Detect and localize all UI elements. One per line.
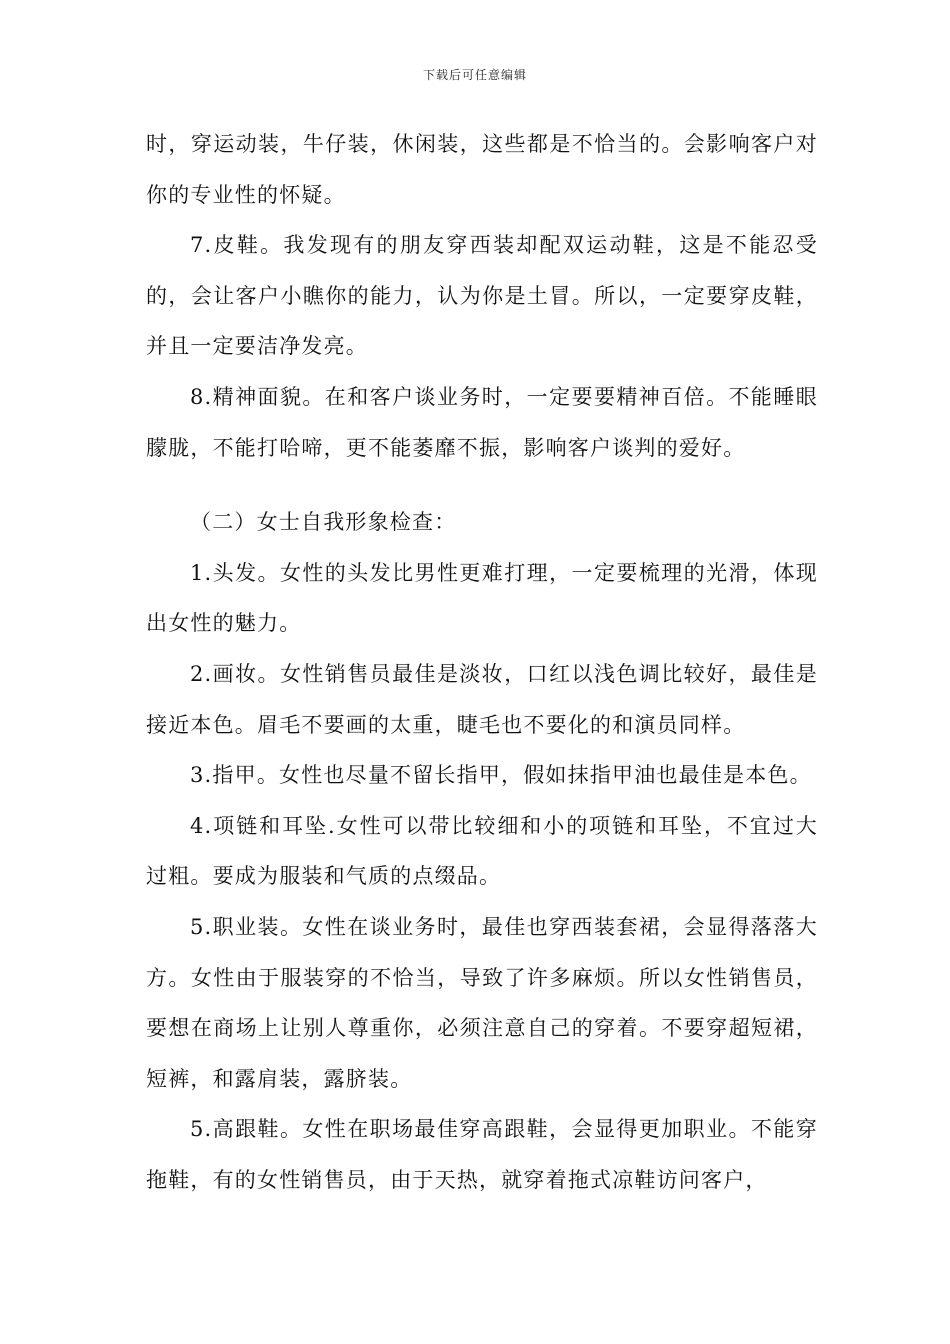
paragraph-continuation: 时，穿运动装，牛仔装，休闲装，这些都是不恰当的。会影响客户对你的专业性的怀疑。 [146,132,818,207]
paragraph-hair: 1.头发。女性的头发比男性更难打理，一定要梳理的光滑，体现出女性的魅力。 [146,560,818,636]
section-heading-women: （二）女士自我形象检查： [190,510,457,535]
page-header: 下载后可任意编辑 [422,68,527,82]
paragraph-nails: 3.指甲。女性也尽量不留长指甲，假如抹指甲油也最佳是本色。 [190,763,812,788]
document-body [146,119,818,1205]
paragraph-high-heels: 5.高跟鞋。女性在职场最佳穿高跟鞋，会显得更加职业。不能穿拖鞋，有的女性销售员，由于天热，就穿着拖式凉鞋访问客户， [146,1117,818,1192]
paragraph-leather-shoes: 7.皮鞋。我发现有的朋友穿西装却配双运动鞋，这是不能忍受的，会让客户小瞧你的能力，认为你是土冒。所以，一定要穿皮鞋，并且一定要洁净发亮。 [146,233,818,359]
paragraph-business-attire: 5.职业装。女性在谈业务时，最佳也穿西装套裙，会显得落落大方。女性由于服装穿的不恰当，导致了许多麻烦。所以女性销售员，要想在商场上让别人尊重你，必须注意自己的穿着。不要穿超短裙，短裤，和露肩装，露脐装。 [146,914,818,1091]
paragraph-makeup: 2.画妆。女性销售员最佳是淡妆，口红以浅色调比较好，最佳是接近本色。眉毛不要画的太重，睫毛也不要化的和演员同样。 [146,661,818,737]
paragraph-jewelry: 4.项链和耳坠.女性可以带比较细和小的项链和耳坠，不宜过大过粗。要成为服装和气质的点缀品。 [146,813,818,889]
paragraph-spirit: 8.精神面貌。在和客户谈业务时，一定要要精神百倍。不能睡眼朦胧，不能打哈啼，更不能萎靡不振，影响客户谈判的爱好。 [146,384,818,460]
